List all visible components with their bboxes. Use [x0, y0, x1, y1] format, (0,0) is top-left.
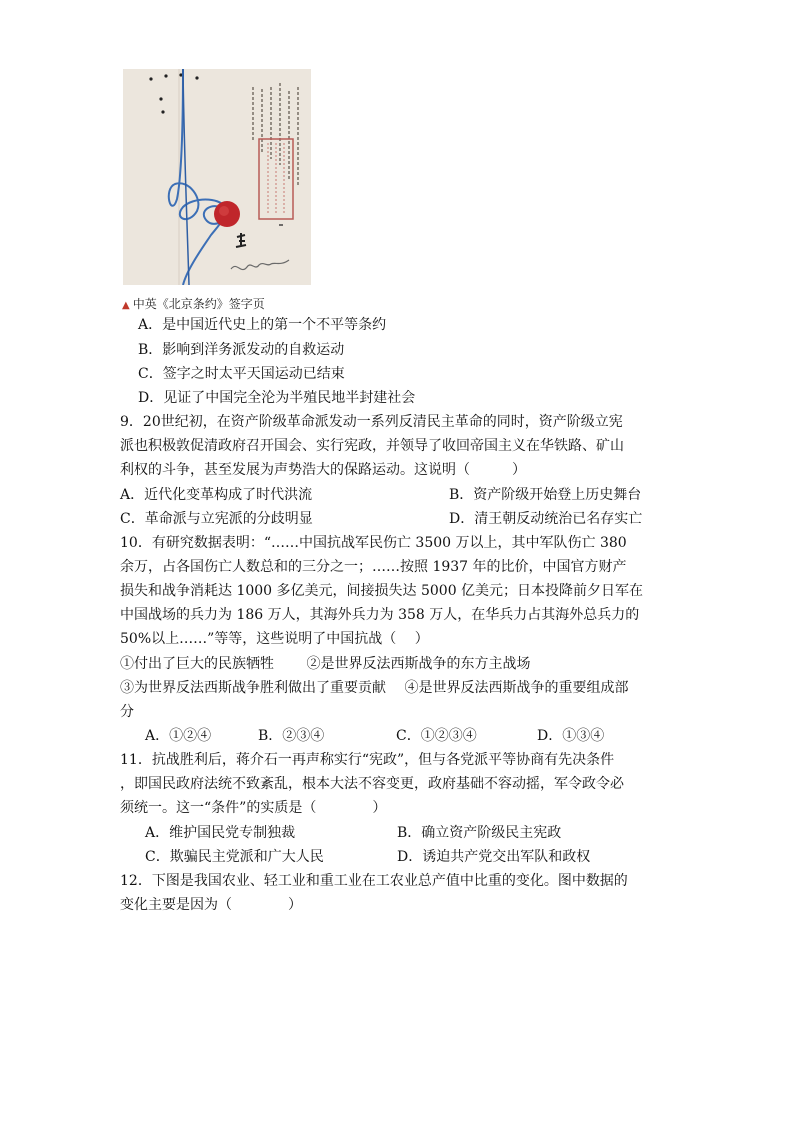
q10-text-line-5: 50%以上……”等等，这些说明了中国抗战（ ） [120, 631, 429, 647]
q9-text-line-2: 派也积极敦促清政府召开国会、实行宪政，并领导了收回帝国主义在华铁路、矿山 [120, 438, 624, 454]
q8-option-a: A．是中国近代史上的第一个不平等条约 [138, 317, 387, 333]
q10-text-line-4: 中国战场的兵力为 186 万人，其海外兵力为 358 万人，在华兵力占其海外总兵力的 [120, 607, 640, 623]
q11-option-c: C．欺骗民主党派和广大人民 [145, 849, 324, 865]
figure-caption: ▲ 中英《北京条约》签字页 [122, 297, 265, 311]
q11-text-line-2: ，即国民政府法统不致紊乱，根本大法不容变更，政府基础不容动摇，军令政令必 [120, 776, 624, 792]
triangle-marker-icon: ▲ [122, 300, 130, 311]
q11-text-line-1: 11．抗战胜利后，蒋介石一再声称实行“宪政”，但与各党派平等协商有先决条件 [120, 752, 615, 768]
treaty-signature-page-image [123, 69, 311, 285]
q9-option-a: A．近代化变革构成了时代洪流 [120, 487, 313, 503]
q10-text-line-3: 损失和战争消耗达 1000 多亿美元，间接损失达 5000 亿美元；日本投降前夕日军在 [120, 583, 644, 599]
q10-option-d: D．①③④ [537, 728, 605, 744]
q12-text-line-2: 变化主要是因为（ ） [120, 897, 302, 913]
q12-text-line-1: 12．下图是我国农业、轻工业和重工业在工农业总产值中比重的变化。图中数据的 [120, 873, 628, 889]
q8-option-d: D．见证了中国完全沦为半殖民地半封建社会 [138, 390, 416, 406]
q9-text-line-3: 利权的斗争，甚至发展为声势浩大的保路运动。这说明（ ） [120, 462, 526, 478]
q10-statement-line-2: ③为世界反法西斯战争胜利做出了重要贡献 ④是世界反法西斯战争的重要组成部 [120, 680, 629, 696]
q10-statement-line-1: ①付出了巨大的民族牺牲 ②是世界反法西斯战争的东方主战场 [120, 656, 531, 672]
q10-option-a: A．①②④ [145, 728, 212, 744]
q11-option-a: A．维护国民党专制独裁 [145, 825, 296, 841]
q9-option-d: D．清王朝反动统治已名存实亡 [449, 511, 643, 527]
q11-option-d: D．诱迫共产党交出军队和政权 [397, 849, 591, 865]
q10-text-line-1: 10．有研究数据表明：“……中国抗战军民伤亡 3500 万以上，其中军队伤亡 380 [120, 535, 627, 551]
q8-option-c: C．签字之时太平天国运动已结束 [138, 366, 345, 382]
q10-option-c: C．①②③④ [396, 728, 477, 744]
q11-option-b: B．确立资产阶级民主宪政 [397, 825, 562, 841]
q8-option-b: B．影响到洋务派发动的自救运动 [138, 342, 345, 358]
q9-option-b: B．资产阶级开始登上历史舞台 [449, 487, 642, 503]
q10-text-line-2: 余万，占各国伤亡人数总和的三分之一；……按照 1937 年的比价，中国官方财产 [120, 559, 627, 575]
q10-statement-line-3: 分 [120, 704, 134, 720]
q9-option-c: C．革命派与立宪派的分歧明显 [120, 511, 313, 527]
q10-option-b: B．②③④ [258, 728, 325, 744]
q9-text-line-1: 9．20世纪初，在资产阶级革命派发动一系列反清民主革命的同时，资产阶级立宪 [120, 414, 623, 430]
q11-text-line-3: 须统一。这一“条件”的实质是（ ） [120, 800, 387, 816]
